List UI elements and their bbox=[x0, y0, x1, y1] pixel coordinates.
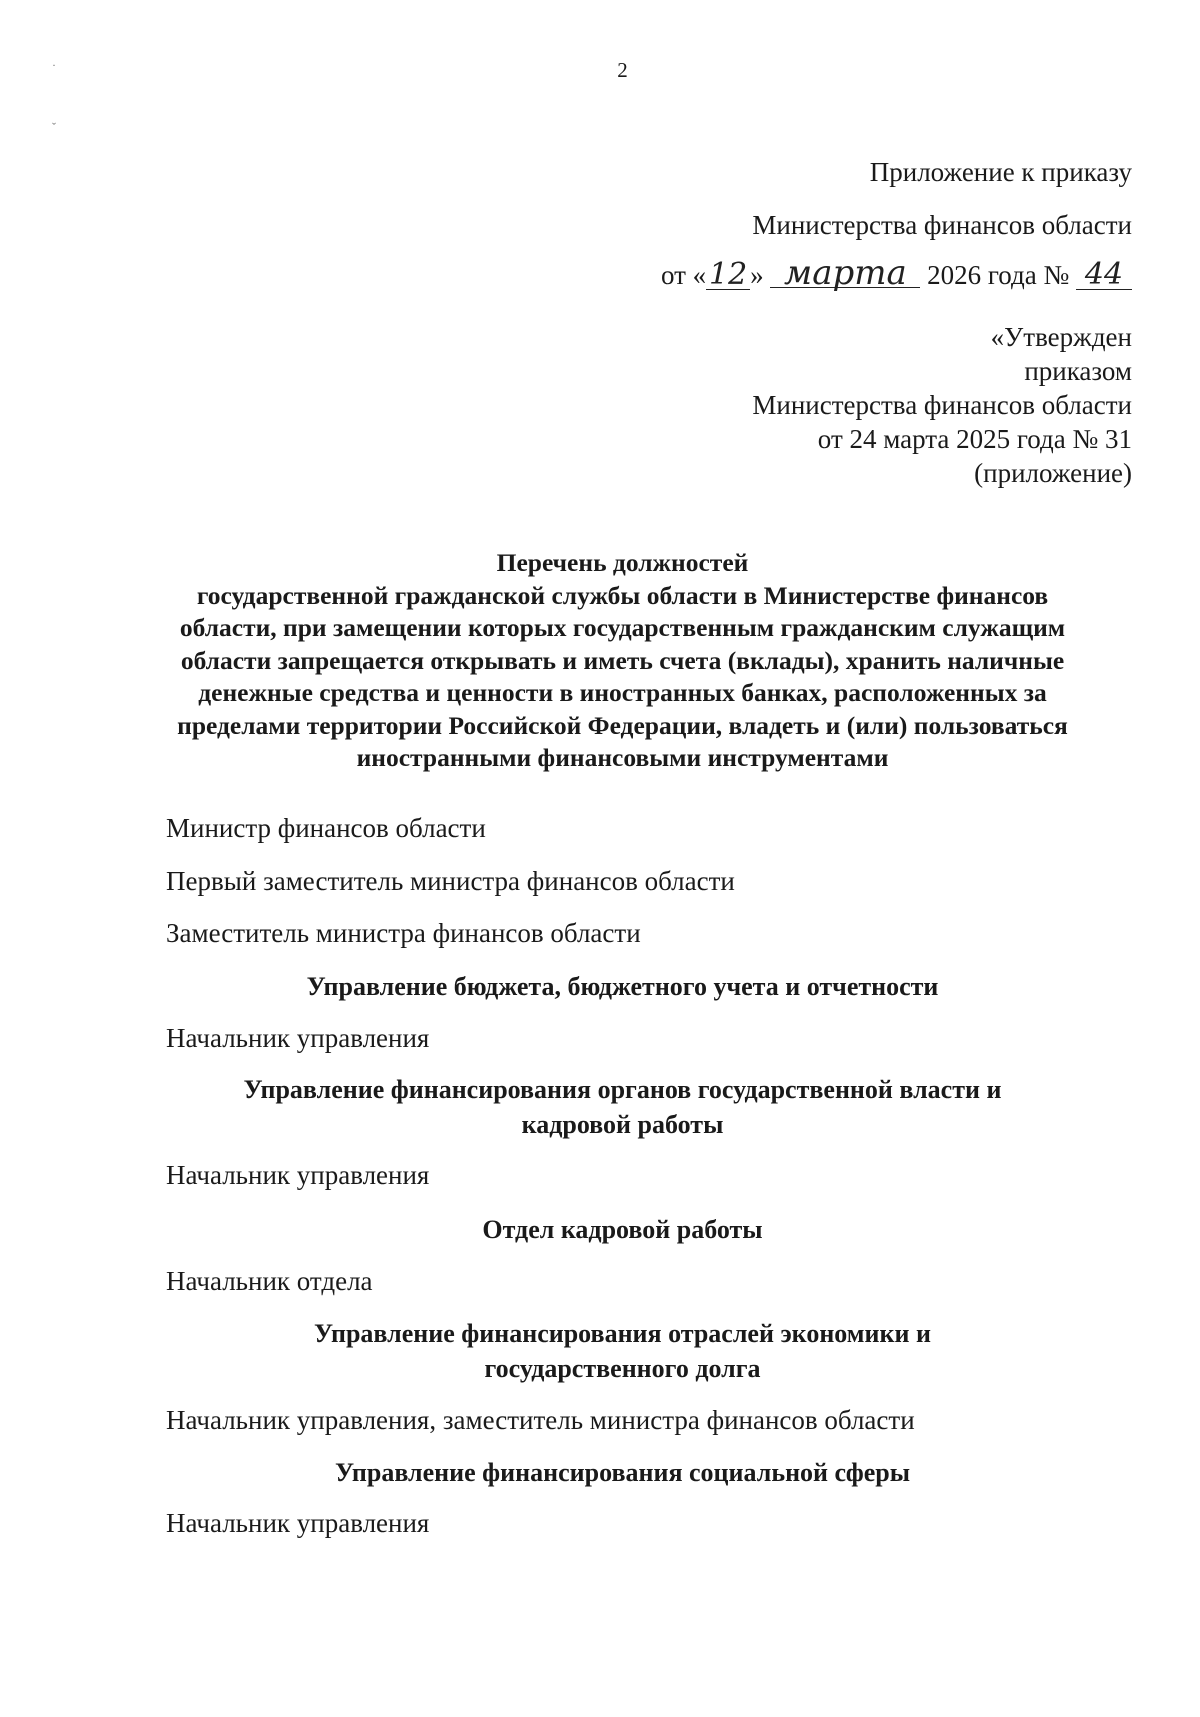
section-gov-bodies-line-2: кадровой работы bbox=[521, 1110, 724, 1139]
scan-speck: ˇ bbox=[52, 120, 56, 134]
title-line-3: области, при замещении которых государственным гражданским служащим bbox=[179, 613, 1066, 642]
approved-line-1: «Утвержден bbox=[990, 322, 1132, 352]
title-line-1: Перечень должностей bbox=[496, 548, 749, 577]
document-title bbox=[100, 547, 1145, 775]
annex-date-prefix: от « bbox=[660, 260, 707, 290]
section-gov-bodies bbox=[100, 1072, 1145, 1142]
position-budget-dept-head: Начальник управления bbox=[166, 1023, 430, 1053]
position-hr-section-head: Начальник отдела bbox=[166, 1266, 373, 1296]
scan-speck: · bbox=[52, 58, 56, 72]
annex-day-handwritten: 12 bbox=[706, 261, 750, 290]
annex-year-text: 2026 года № bbox=[927, 260, 1070, 290]
approved-line-5: (приложение) bbox=[974, 458, 1132, 488]
title-line-4: области запрещается открывать и иметь счета (вклады), хранить наличные bbox=[180, 645, 1065, 675]
annex-line-2: Министерства финансов области bbox=[752, 210, 1132, 240]
section-economy-line-2: государственного долга bbox=[484, 1354, 761, 1383]
position-economy-dept-head: Начальник управления, заместитель министра финансов области bbox=[166, 1405, 915, 1435]
approved-line-2: приказом bbox=[1024, 356, 1132, 386]
title-line-2: государственной гражданской службы области в Министерстве финансов bbox=[196, 580, 1049, 610]
title-line-5: денежные средства и ценности в иностранных банках, расположенных за bbox=[198, 678, 1047, 707]
approved-block bbox=[752, 320, 1132, 490]
annex-date-line bbox=[660, 253, 1132, 293]
section-budget-title: Управление бюджета, бюджетного учета и отчетности bbox=[306, 972, 939, 1001]
section-economy-line-1: Управление финансирования отраслей экономики и bbox=[314, 1319, 931, 1348]
annex-line-1: Приложение к приказу bbox=[869, 157, 1132, 187]
annex-month-handwritten: марта bbox=[770, 259, 920, 288]
section-social-title: Управление финансирования социальной сферы bbox=[334, 1458, 911, 1487]
section-hr-title: Отдел кадровой работы bbox=[482, 1215, 763, 1244]
position-gov-bodies-dept-head: Начальник управления bbox=[166, 1160, 430, 1190]
annex-number-handwritten: 44 bbox=[1076, 261, 1132, 290]
position-minister: Министр финансов области bbox=[166, 813, 486, 843]
section-economy bbox=[100, 1316, 1145, 1386]
section-social bbox=[100, 1455, 1145, 1490]
section-hr bbox=[100, 1212, 1145, 1247]
title-line-6: пределами территории Российской Федерации, владеть и (или) пользоваться bbox=[177, 710, 1068, 740]
position-social-dept-head: Начальник управления bbox=[166, 1508, 430, 1538]
section-budget bbox=[100, 969, 1145, 1004]
position-deputy: Заместитель министра финансов области bbox=[166, 918, 641, 948]
annex-day-close: » bbox=[750, 260, 764, 290]
approved-line-3: Министерства финансов области bbox=[752, 390, 1132, 420]
page-number: 2 bbox=[617, 58, 628, 82]
title-line-7: иностранными финансовыми инструментами bbox=[356, 743, 889, 772]
approved-line-4: от 24 марта 2025 года № 31 bbox=[817, 424, 1132, 454]
position-first-deputy: Первый заместитель министра финансов области bbox=[166, 866, 735, 896]
section-gov-bodies-line-1: Управление финансирования органов государственной власти и bbox=[243, 1075, 1002, 1104]
